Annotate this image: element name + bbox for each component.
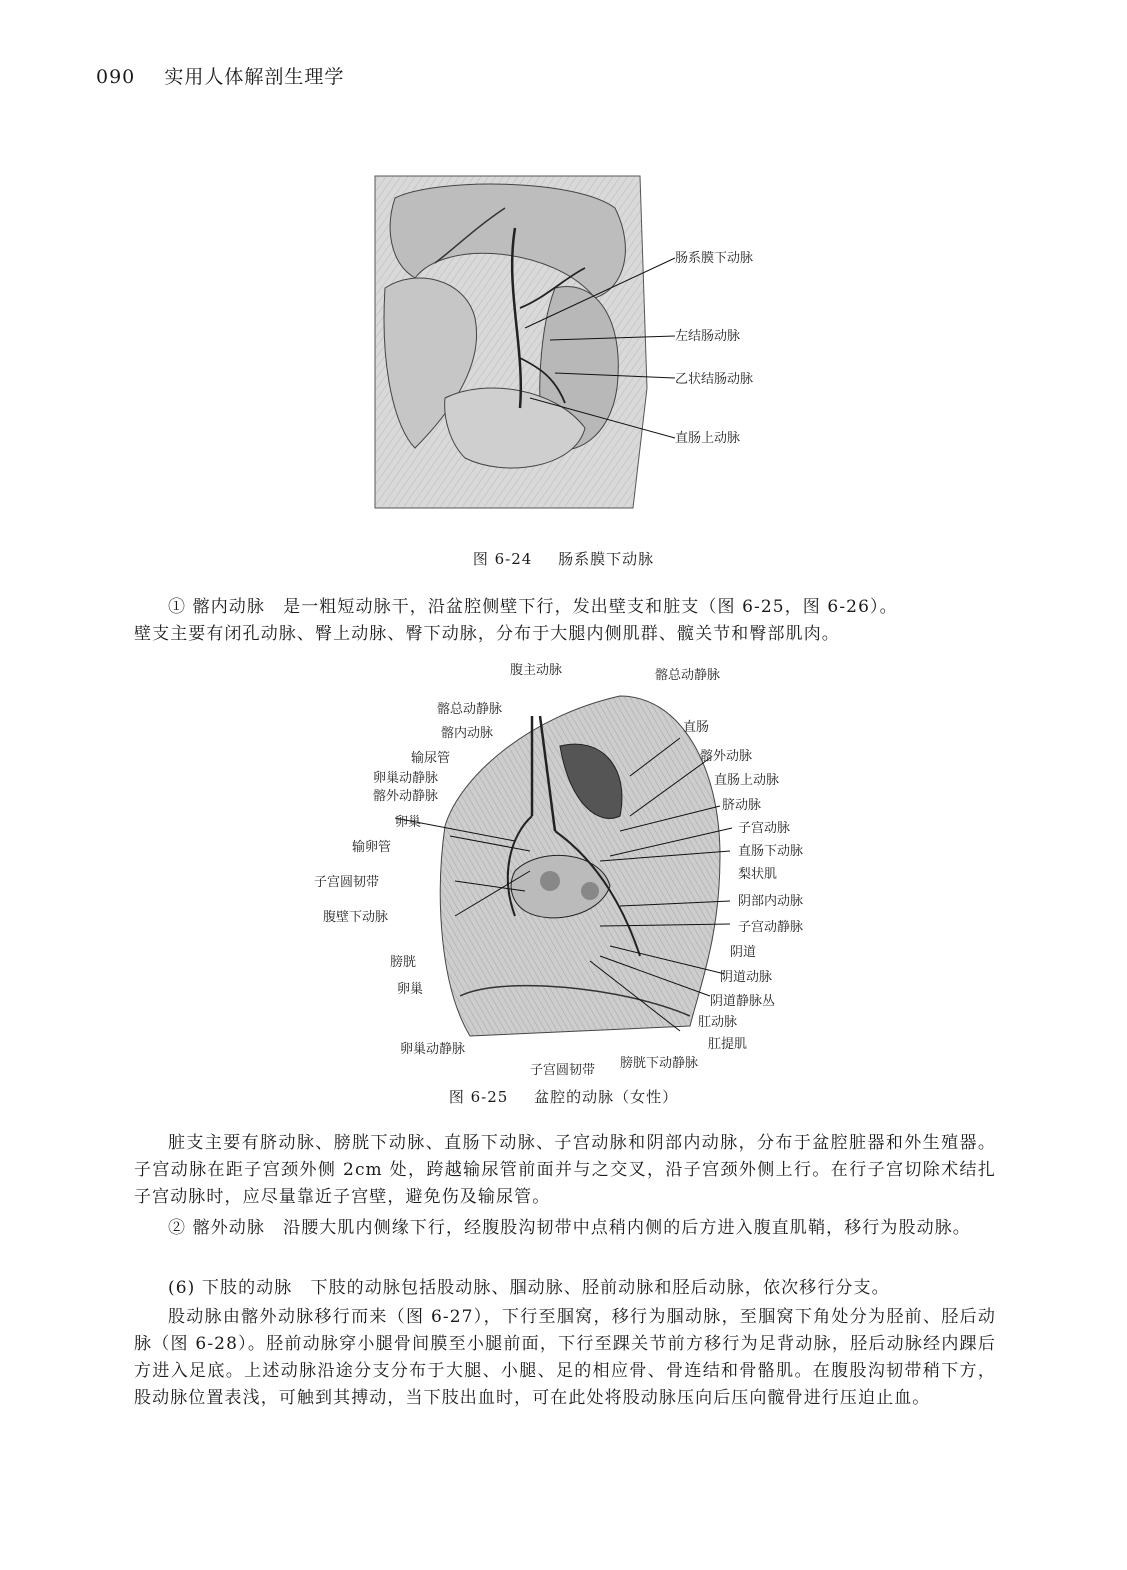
label-inferior-mesenteric-artery: 肠系膜下动脉 [675,251,754,266]
label-ovary-lower: 卵巢 [397,982,424,997]
label-ovarian-vessels-lower: 卵巢动静脉 [400,1042,466,1057]
label-abdominal-aorta: 腹主动脉 [510,663,563,678]
paragraph-lower-limb-arteries: (6) 下肢的动脉 下肢的动脉包括股动脉、腘动脉、胫前动脉和胫后动脉，依次移行分支。 [168,1278,890,1298]
label-piriformis: 梨状肌 [738,867,778,882]
book-title: 实用人体解剖生理学 [164,66,345,88]
label-vaginal-venous-plexus: 阴道静脉丛 [710,994,776,1009]
label-umbilical-artery: 脐动脉 [722,798,762,813]
label-uterine-tube: 输卵管 [352,840,392,855]
label-superior-rectal-artery: 直肠上动脉 [714,773,780,788]
label-common-iliac-vessels-top: 髂总动静脉 [655,668,721,683]
paragraph-visceral-branches: 脏支主要有脐动脉、膀胱下动脉、直肠下动脉、子宫动脉和阴部内动脉，分布于盆腔脏器和外生殖器。子宫动脉在距子宫颈外侧 2cm 处，跨越输尿管前面并与之交叉，沿子宫颈外侧上行。在行子宫切除术结扎子宫动脉时，应尽量靠近子宫壁，避免伤及输尿管。 [134,1133,996,1207]
label-left-colic-artery: 左结肠动脉 [675,329,741,344]
figure-6-25 [300,656,820,1076]
label-ovary-upper: 卵巢 [395,815,422,830]
label-inferior-epigastric-artery: 腹壁下动脉 [323,910,389,925]
caption-title: 肠系膜下动脉 [558,550,655,568]
figure-6-25-labels [300,656,820,1076]
label-uterine-vessels: 子宫动静脉 [738,920,804,935]
paragraph-internal-iliac [134,594,996,648]
figure-6-24 [355,168,785,538]
label-bladder: 膀胱 [390,955,417,970]
label-middle-rectal-artery: 直肠下动脉 [738,844,804,859]
label-inferior-vesical-vessels: 膀胱下动静脉 [620,1056,699,1071]
caption-number: 图 6-24 [472,550,533,568]
label-vagina: 阴道 [730,945,757,960]
label-external-iliac-artery: 髂外动脉 [700,749,753,764]
label-vaginal-artery: 阴道动脉 [720,970,773,985]
figure-6-24-caption [0,548,1127,569]
label-ureter: 输尿管 [411,751,451,766]
label-anal-artery: 肛动脉 [698,1015,738,1030]
label-levator-ani: 肛提肌 [708,1037,748,1052]
label-superior-rectal-artery: 直肠上动脉 [675,431,741,446]
label-internal-iliac-artery: 髂内动脉 [441,726,494,741]
paragraph-line: ① 髂内动脉 是一粗短动脉干，沿盆腔侧壁下行，发出壁支和脏支（图 6-25，图 6-26）。 [168,597,898,617]
paragraph-femoral-artery: 股动脉由髂外动脉移行而来（图 6-27），下行至腘窝，移行为腘动脉，至腘窝下角处分为胫前、胫后动脉（图 6-28）。胫前动脉穿小腿骨间膜至小腿前面，下行至踝关节前方移行为足背动脉，胫后动脉经内踝后方进入足底。上述动脉沿途分支分布于大腿、小腿、足的相应骨、骨连结和骨骼肌。在腹股沟韧带稍下方，股动脉位置表浅，可触到其搏动，当下肢出血时，可在此处将股动脉压向后压向髋骨进行压迫止血。 [134,1307,996,1408]
page-number: 090 [96,66,136,88]
label-internal-pudendal-artery: 阴部内动脉 [738,894,804,909]
paragraph-external-iliac: ② 髂外动脉 沿腰大肌内侧缘下行，经腹股沟韧带中点稍内侧的后方进入腹直肌鞘，移行为股动脉。 [168,1218,971,1238]
label-round-ligament-left: 子宫圆韧带 [314,875,380,890]
label-ovarian-vessels-upper: 卵巢动静脉 [373,771,439,786]
label-common-iliac-vessels-left: 髂总动静脉 [437,702,503,717]
paragraph-line: 壁支主要有闭孔动脉、臀上动脉、臀下动脉，分布于大腿内侧肌群、髋关节和臀部肌肉。 [134,624,840,644]
figure-6-25-caption [0,1086,1127,1107]
caption-title: 盆腔的动脉（女性） [534,1088,679,1106]
label-external-iliac-vessels: 髂外动静脉 [373,789,439,804]
label-round-ligament-bottom: 子宫圆韧带 [530,1063,596,1076]
label-rectum: 直肠 [683,720,710,735]
running-header [96,62,344,89]
label-sigmoid-arteries: 乙状结肠动脉 [675,372,754,387]
figure-6-24-labels [665,238,815,538]
caption-number: 图 6-25 [448,1088,509,1106]
label-uterine-artery: 子宫动脉 [738,821,791,836]
